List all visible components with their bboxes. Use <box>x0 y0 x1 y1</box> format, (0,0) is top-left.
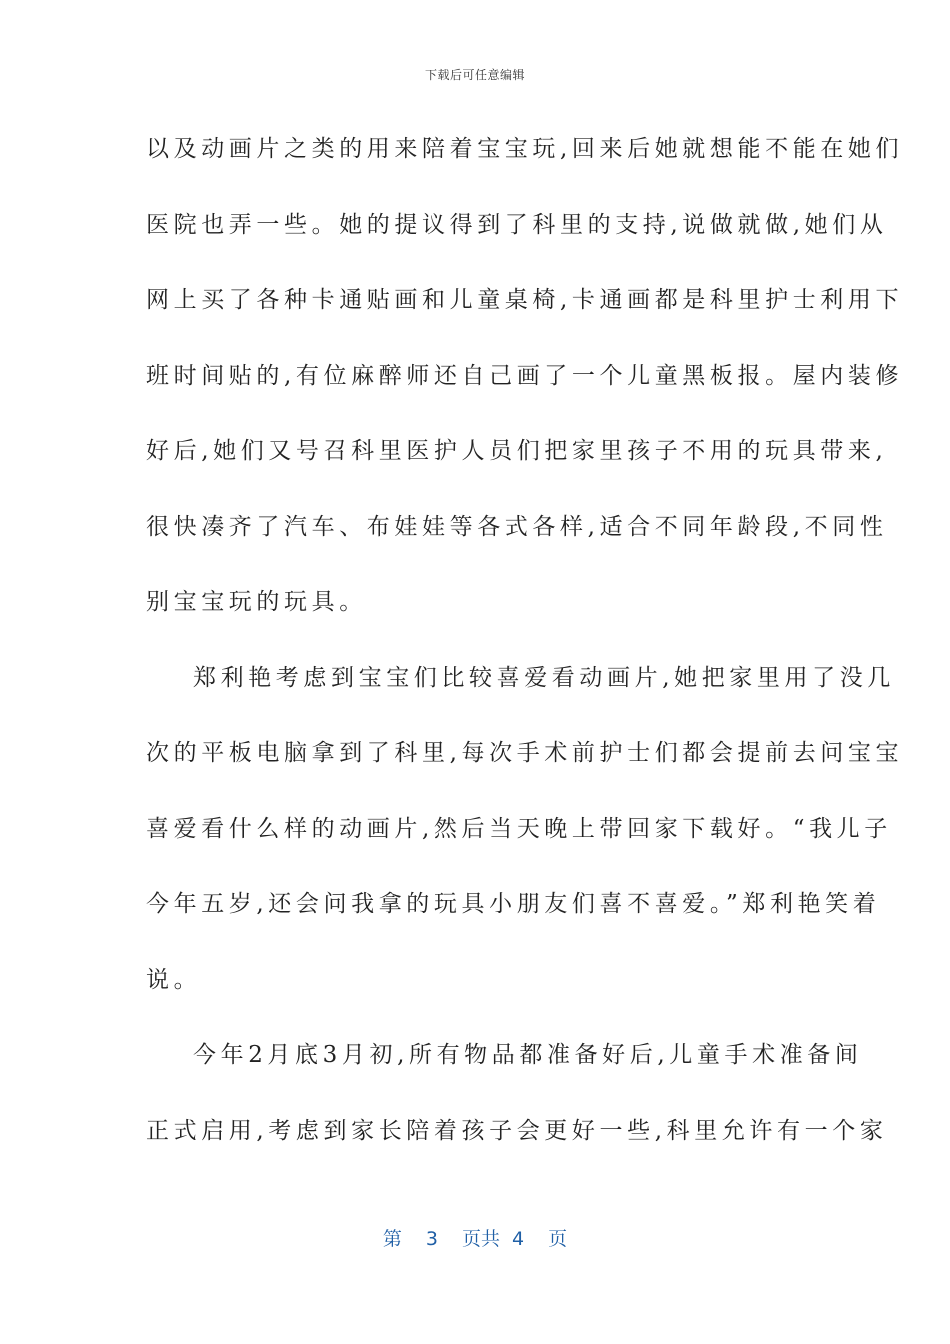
text-line: 今年五岁,还会问我拿的玩具小朋友们喜不喜爱。”郑利艳笑着 <box>146 891 881 917</box>
footer-current-page: 3 <box>425 1228 438 1250</box>
text-line: 今年2月底3月初,所有物品都准备好后,儿童手术准备间 <box>193 1042 863 1068</box>
text-line: 好后,她们又号召科里医护人员们把家里孩子不用的玩具带来, <box>146 438 888 464</box>
text-line: 班时间贴的,有位麻醉师还自己画了一个儿童黑板报。屋内装修 <box>146 362 904 389</box>
text-line: 很快凑齐了汽车、布娃娃等各式各样,适合不同年龄段,不同性 <box>146 513 888 540</box>
footer-label-total: 页共 <box>461 1228 500 1250</box>
footer-label-end: 页 <box>548 1228 568 1250</box>
text-line: 次的平板电脑拿到了科里,每次手术前护士们都会提前去问宝宝 <box>146 740 904 766</box>
text-line: 以及动画片之类的用来陪着宝宝玩,回来后她就想能不能在她们 <box>146 136 904 162</box>
footer-total-pages: 4 <box>512 1228 525 1250</box>
footer-label-page: 第 <box>382 1228 402 1250</box>
text-line: 正式启用,考虑到家长陪着孩子会更好一些,科里允许有一个家 <box>146 1117 888 1144</box>
page-header: 下载后可任意编辑 <box>424 68 525 82</box>
page-footer <box>0 1224 950 1251</box>
text-line: 网上买了各种卡通贴画和儿童桌椅,卡通画都是科里护士利用下 <box>146 287 904 313</box>
document-body <box>146 112 904 1169</box>
text-line: 医院也弄一些。她的提议得到了科里的支持,说做就做,她们从 <box>146 211 888 238</box>
text-line: 郑利艳考虑到宝宝们比较喜爱看动画片,她把家里用了没几 <box>193 664 895 691</box>
text-line: 说。 <box>146 966 202 993</box>
text-line: 别宝宝玩的玩具。 <box>146 589 367 615</box>
text-line: 喜爱看什么样的动画片,然后当天晚上带回家下载好。“我儿子 <box>146 815 892 842</box>
